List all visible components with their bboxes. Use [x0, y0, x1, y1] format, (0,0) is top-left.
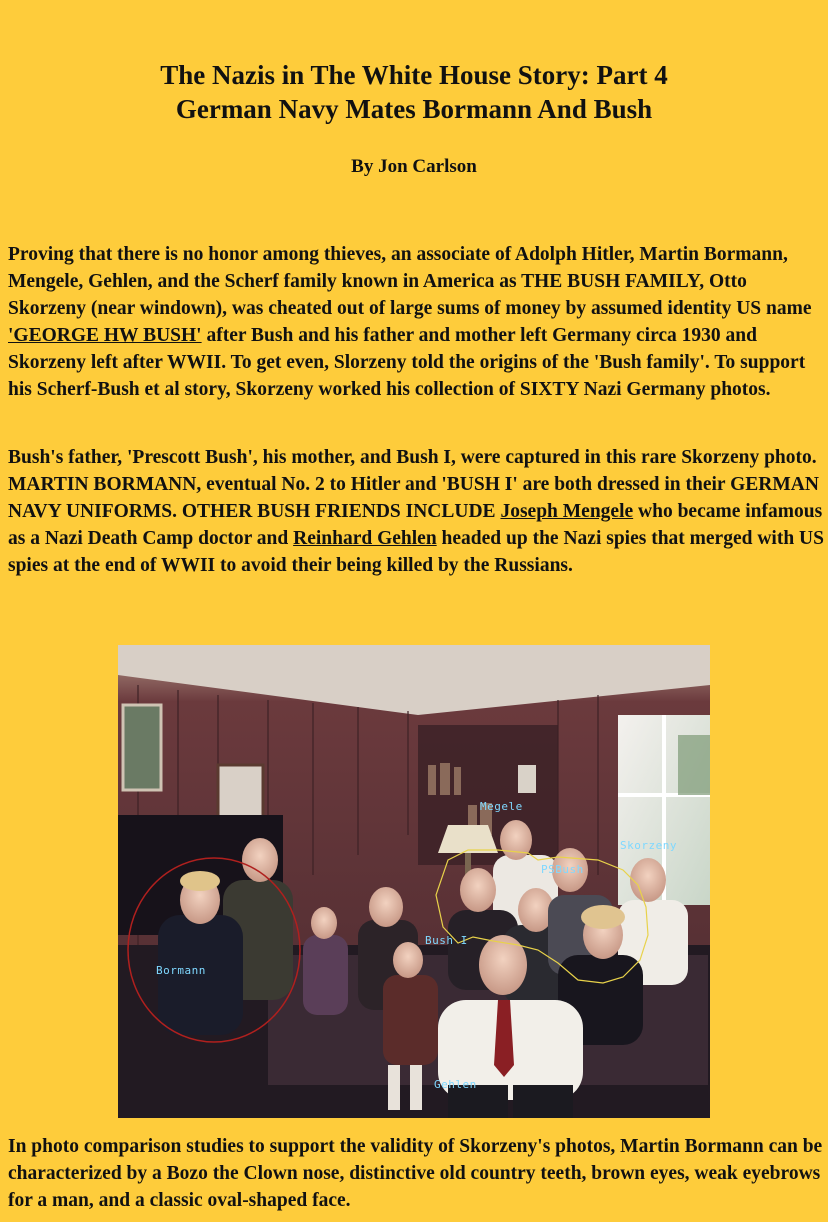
- intro-text-after: after Bush and his father and mother left Germany circa 1930 and Skorzeny left after WWII. To get even, Slorzeny told the origins of the 'Bush family'. To support his Scherf-Bush et al story, Skorzeny worked his collection of SIXTY Nazi Germany photos.: [8, 325, 806, 400]
- label-psbush: PSBush: [541, 863, 584, 876]
- label-gehlen: Gehlen: [434, 1078, 477, 1091]
- george-hw-bush-link[interactable]: 'GEORGE HW BUSH': [8, 325, 202, 346]
- page-title: [0, 58, 828, 126]
- bormann-text-start: MARTIN BORMANN, eventual No. 2 to Hitler and 'BUSH I' are both dressed in their GERMAN NAVY UNIFORMS. OTHER BUSH FRIENDS INCLUDE: [8, 474, 819, 522]
- label-bormann: Bormann: [156, 964, 206, 977]
- byline: By Jon Carlson: [351, 156, 477, 177]
- title-line-1: The Nazis in The White House Story: Part 4: [160, 60, 668, 90]
- label-bush-i: Bush I: [425, 934, 468, 947]
- title-line-2: German Navy Mates Bormann And Bush: [175, 94, 653, 124]
- intro-paragraph: [8, 241, 826, 403]
- label-skorzeny: Skorzeny: [620, 839, 677, 852]
- group-photo: [118, 645, 710, 1118]
- reinhard-gehlen-link[interactable]: Reinhard Gehlen: [293, 528, 437, 549]
- intro-text-before: Proving that there is no honor among thieves, an associate of Adolph Hitler, Martin Bormann, Mengele, Gehlen, and the Scherf family known in America as THE BUSH FAMILY, Otto Skorzeny (near windown), was cheated out of large sums of money by assumed identity US name: [8, 244, 812, 319]
- bormann-text-end: headed up the Nazi spies that merged with US spies at the end of WWII to avoid their being killed by the Russians.: [8, 528, 824, 576]
- comparison-paragraph: In photo comparison studies to support the validity of Skorzeny's photos, Martin Bormann can be characterized by a Bozo the Clown nose, distinctive old country teeth, brown eyes, weak eyebrows for a man, and a classic oval-shaped face.: [8, 1136, 823, 1211]
- photo-description-paragraph: [8, 444, 826, 579]
- photo-caption-line: Bush's father, 'Prescott Bush', his mother, and Bush I, were captured in this rare Skorzeny photo.: [8, 447, 817, 468]
- joseph-mengele-link[interactable]: Joseph Mengele: [500, 501, 634, 522]
- group-photo-illustration: [118, 645, 710, 1118]
- bormann-text-middle: who became infamous as a Nazi Death Camp doctor and: [8, 501, 823, 549]
- label-megele: Megele: [480, 800, 523, 813]
